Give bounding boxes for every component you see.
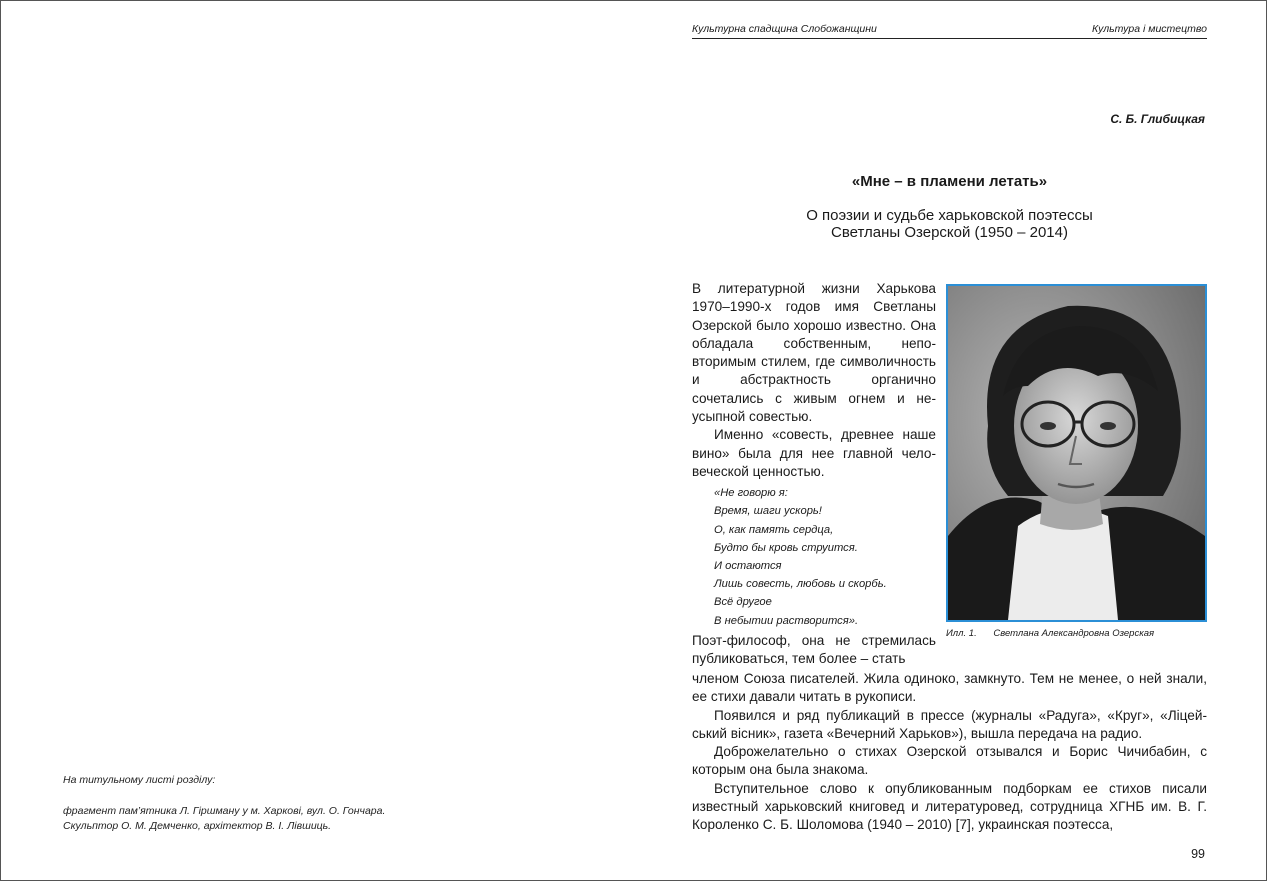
paragraph-5: Доброжелательно о стихах Озерской отзывался и Борис Чичибабин, с которым она была знакома. <box>692 744 1207 778</box>
article-title: «Мне – в пламени летать» <box>851 173 1048 190</box>
article-author: С. Б. Глибицкая <box>1110 112 1205 126</box>
poem-line: И остаются <box>714 560 782 573</box>
title-page-caption <box>63 773 483 834</box>
paragraph-2: Именно «совесть, древнее наше вино» была для нее главной человеческой ценностью. <box>692 427 936 479</box>
poem-line: Всё другое <box>714 596 772 609</box>
poem-line: О, как память сердца, <box>714 523 834 536</box>
photo-caption <box>946 628 1154 639</box>
paragraph-1: В литературной жизни Харькова 1970–1990-х годов имя Светланы Озерской было хорошо известно. Она обладала собственным, неповторимым стилем, где символичность и абстрактность органично сочетались с живым огнем и неусыпной совестью. <box>692 281 936 425</box>
running-header-right: Культура і мистецтво <box>1092 23 1207 35</box>
poem-line: Будто бы кровь струится. <box>714 541 858 554</box>
portrait-photo <box>946 284 1207 622</box>
paragraph-3-end: членом Союза писателей. Жила одиноко, замкнуто. Тем не менее, о ней знали, ее стихи давали читать в рукописи. <box>692 671 1207 705</box>
poem-line: Лишь совесть, любовь и скорбь. <box>714 578 887 591</box>
page-number: 99 <box>1191 847 1205 861</box>
paragraph-4: Появился и ряд публикаций в прессе (журналы «Радуга», «Круг», «Ліцейський вісник», газета «Вечерний Харьков»), вышла передача на радио. <box>692 707 1207 741</box>
poem-line: «Не говорю я: <box>714 487 788 500</box>
caption-gap <box>63 788 483 804</box>
running-header-left: Культурна спадщина Слобожанщини <box>692 23 877 35</box>
caption-heading: На титульному листі розділу: <box>63 774 216 786</box>
caption-monument: фрагмент пам’ятника Л. Гіршману у м. Харкові, вул. О. Гончара. <box>63 805 386 817</box>
figure-label: Илл. 1. <box>946 628 977 639</box>
subtitle-line-2: Светланы Озерской (1950 – 2014) <box>831 224 1068 241</box>
running-header <box>692 23 1207 39</box>
poem-line: Время, шаги ускорь! <box>714 505 822 518</box>
wide-text-column <box>692 670 1207 835</box>
caption-authors: Скульптор О. М. Демченко, архітектор В. І. Лівшиць. <box>63 820 332 832</box>
article-subtitle <box>692 207 1207 241</box>
figure-caption-text: Светлана Александровна Озерская <box>993 628 1155 639</box>
poem-line: В небытии растворится». <box>714 614 859 627</box>
subtitle-line-1: О поэзии и судьбе харьковской поэтессы <box>806 207 1093 224</box>
paragraph-3-start: Поэт-философ, она не стремилась публиковаться, тем более – стать <box>692 632 936 667</box>
portrait-image <box>948 286 1205 620</box>
poem-quote <box>714 484 936 630</box>
narrow-text-column <box>692 280 936 668</box>
paragraph-6: Вступительное слово к опубликованным подборкам ее стихов писали известный харьковский книговед и литературовед, сотрудница ХГНБ им. В. Г. Короленко С. Б. Шоломова (1940 – 2010) [7], украинская поэтесса, <box>692 780 1207 833</box>
